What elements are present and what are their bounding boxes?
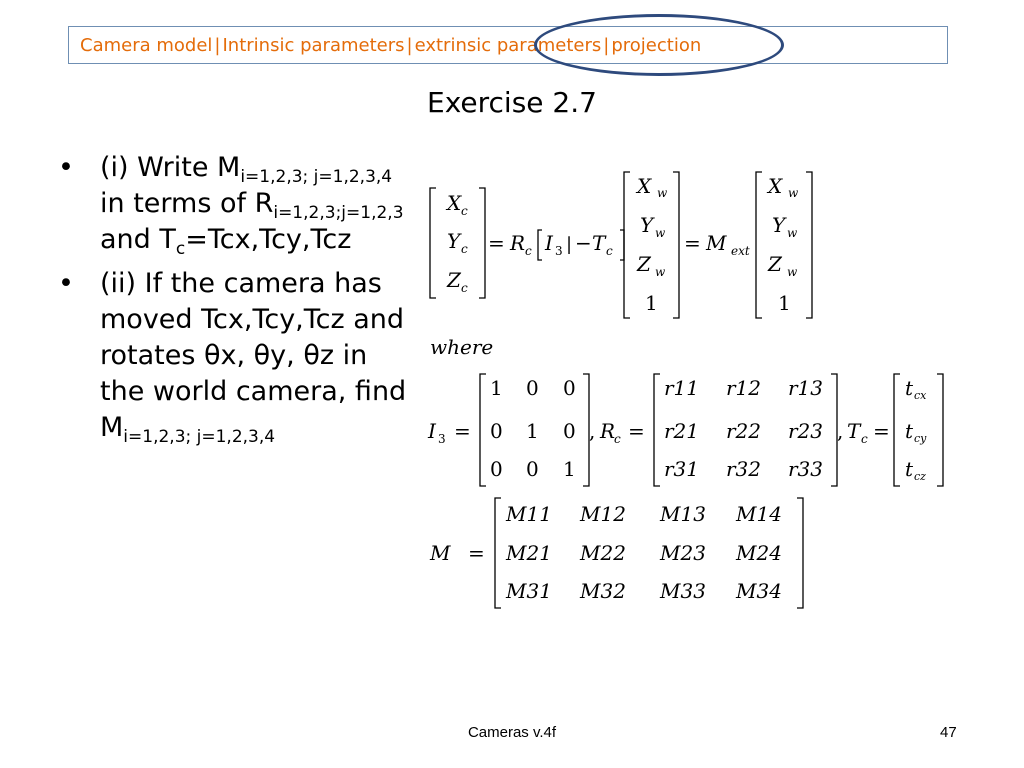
nav-separator: | (406, 34, 413, 56)
nav-item-projection[interactable]: projection (611, 34, 702, 56)
nav-item-camera-model[interactable]: Camera model (80, 34, 213, 56)
sub-3: 3 (555, 244, 563, 258)
equals-sign: = (628, 419, 645, 443)
matrix-cell: 1 (526, 419, 539, 443)
xc-vector (445, 191, 462, 292)
matrix-cell: r12 (726, 376, 762, 400)
matrix-cell: 0 (490, 457, 503, 481)
matrix-cell: r11 (664, 376, 700, 400)
footer-title: Cameras v.4f (467, 724, 557, 741)
zw-entry: Z (637, 252, 651, 276)
sub-w: w (788, 186, 799, 200)
text-span: =Tcx,Tcy,Tcz (185, 224, 352, 255)
matrix-cell: M21 (506, 541, 552, 565)
nav-separator: | (214, 34, 221, 56)
zc-entry: Z (447, 268, 461, 292)
slide-title: Exercise 2.7 (427, 86, 597, 119)
matrix-cell: M31 (506, 579, 552, 603)
matrix-cell: r23 (788, 419, 824, 443)
i3-symbol: I (428, 419, 436, 443)
matrix-cell: M32 (580, 579, 626, 603)
matrix-cell: r21 (664, 419, 700, 443)
bar-symbol: | (566, 234, 573, 255)
matrix-cell: r31 (664, 457, 700, 481)
yw-entry: Y (772, 213, 786, 237)
subscript: i=1,2,3; j=1,2,3,4 (240, 167, 393, 187)
sub-c: c (525, 244, 532, 258)
sub-w: w (787, 265, 798, 279)
matrix-cell: r22 (726, 419, 762, 443)
page-number: 47 (940, 724, 957, 741)
sub-w: w (655, 226, 666, 240)
translation-vector (905, 376, 914, 481)
one-entry: 1 (645, 291, 658, 315)
rc-symbol: R (600, 419, 616, 443)
subscript: i=1,2,3; j=1,2,3,4 (123, 427, 276, 447)
text-span: (ii) If the camera has moved Tcx,Tcy,Tcz and rotates θx, θy, θz in the world camera, find M (100, 268, 407, 443)
equals-sign: = (454, 419, 471, 443)
vector-cell: t (905, 376, 914, 400)
m-symbol: M (430, 541, 451, 565)
xc-entry: X (447, 191, 462, 215)
mext-symbol: M (706, 231, 727, 255)
sub-c: c (861, 432, 868, 446)
sub-c: c (606, 244, 613, 258)
subscript: i=1,2,3;j=1,2,3 (273, 203, 404, 223)
comma: , (837, 419, 844, 443)
matrix-cell: 0 (563, 419, 576, 443)
sub-w: w (657, 186, 668, 200)
equals-sign: = (873, 419, 890, 443)
sub-cy: cy (914, 432, 927, 445)
matrix-cell: M33 (660, 579, 706, 603)
matrix-cell: M11 (506, 502, 552, 526)
equals-sign: = (488, 231, 505, 255)
matrix-cell: M23 (660, 541, 706, 565)
one-entry: 1 (778, 291, 791, 315)
matrix-cell: 0 (490, 419, 503, 443)
matrix-cell: M14 (736, 502, 782, 526)
tc-symbol: T (847, 419, 861, 443)
matrix-cell: M34 (736, 579, 782, 603)
matrix-cell: M24 (736, 541, 782, 565)
equals-sign: = (468, 541, 485, 565)
sub-cz: cz (914, 470, 926, 483)
xw-entry: X (768, 174, 783, 198)
tc-symbol: T (592, 231, 606, 255)
matrix-cell: M13 (660, 502, 706, 526)
xw-entry: X (637, 174, 652, 198)
nav-item-intrinsic[interactable]: Intrinsic parameters (222, 34, 405, 56)
matrix-cell: 0 (526, 457, 539, 481)
vector-cell: t (905, 457, 914, 481)
equals-sign: = (684, 231, 701, 255)
matrix-cell: r13 (788, 376, 824, 400)
sub-c: c (461, 242, 468, 256)
nav-separator: | (603, 34, 610, 56)
xw-vector-1 (635, 174, 655, 276)
subscript: c (175, 239, 186, 259)
sub-c: c (461, 204, 468, 218)
matrix-cell: 0 (563, 376, 576, 400)
i3-symbol: I (545, 231, 553, 255)
comma: , (589, 419, 596, 443)
sub-3: 3 (438, 432, 446, 446)
identity-matrix (490, 376, 576, 481)
sub-c: c (461, 281, 468, 295)
text-span: in terms of R (100, 188, 274, 219)
matrix-cell: 1 (563, 457, 576, 481)
matrix-cell: M22 (580, 541, 626, 565)
minus-sign: − (575, 231, 592, 255)
matrix-cell: r33 (788, 457, 824, 481)
nav-item-extrinsic[interactable]: extrinsic parameters (414, 34, 602, 56)
sub-w: w (655, 265, 666, 279)
sub-ext: ext (731, 244, 750, 258)
sub-c: c (614, 432, 621, 446)
yc-entry: Y (447, 229, 461, 253)
m-matrix (505, 502, 782, 603)
text-span: and T (100, 224, 176, 255)
where-label: where (430, 335, 494, 359)
rc-symbol: R (510, 231, 526, 255)
yw-entry: Y (640, 213, 654, 237)
matrix-cell: M12 (580, 502, 626, 526)
sub-cx: cx (914, 389, 927, 402)
matrix-cell: 1 (490, 376, 503, 400)
bullet-marker: • (58, 152, 74, 183)
zw-entry: Z (768, 252, 782, 276)
sub-w: w (787, 226, 798, 240)
rotation-matrix (664, 376, 823, 481)
bullet-marker: • (58, 268, 74, 299)
text-span: (i) Write M (100, 152, 241, 183)
matrix-cell: 0 (526, 376, 539, 400)
vector-cell: t (905, 419, 914, 443)
xw-vector-2 (766, 174, 787, 276)
matrix-cell: r32 (726, 457, 762, 481)
